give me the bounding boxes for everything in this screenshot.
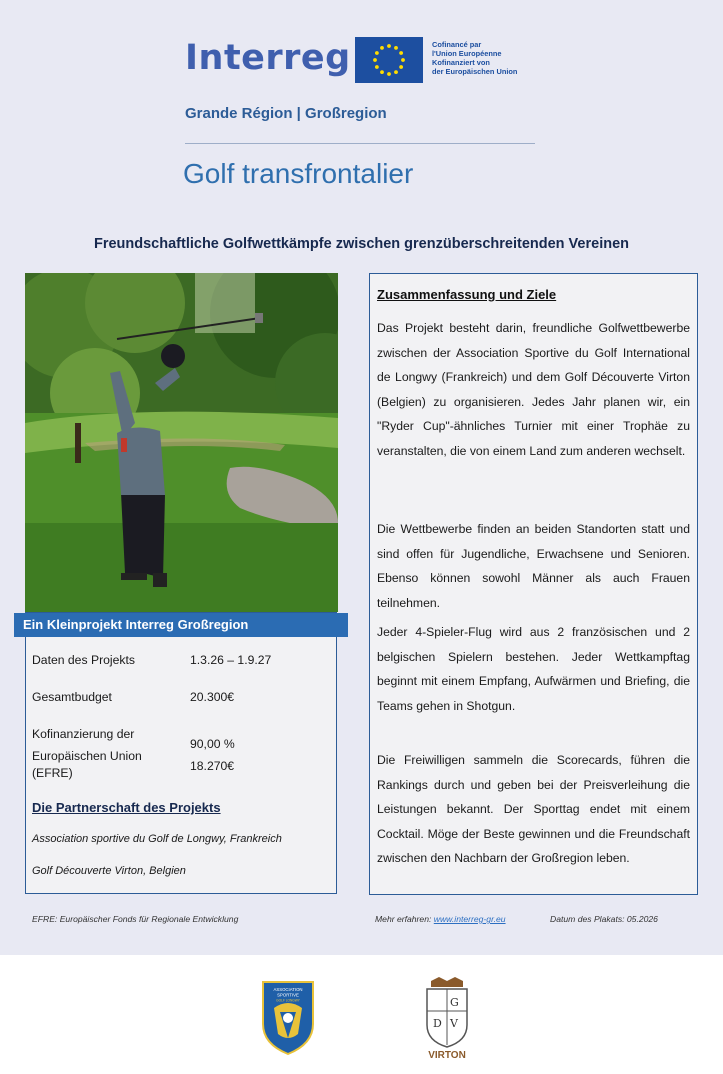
asgi-logo-line: ASSOCIATION <box>273 987 303 992</box>
summary-paragraph: Das Projekt besteht darin, freundliche Golfwettbewerbe zwischen der Association Sportive du Golf International de Longwy (Frankreich) und dem Golf Découverte Virton (Belgien) zu organisieren. Jedes Jahr planen wir, ein "Ryder Cup"-ähnliches Turnier mit einer Trophäe zu veranstalten, die von einem Land zum anderen wechselt. <box>377 321 690 458</box>
budget-label: Gesamtbudget <box>32 690 112 704</box>
logo-band <box>0 955 723 1074</box>
partner-item: Golf Découverte Virton, Belgien <box>32 865 186 877</box>
cofin-label-line: Kofinanzierung der <box>32 727 135 741</box>
more-info <box>375 914 506 924</box>
summary-heading: Zusammenfassung und Ziele <box>377 287 557 302</box>
page-title: Golf transfrontalier <box>183 158 414 189</box>
eu-line: l'Union Européenne <box>432 49 502 58</box>
eu-line: Kofinanziert von <box>432 58 490 67</box>
cofin-label-line: Europäischen Union <box>32 749 142 763</box>
eu-star-icon <box>387 72 391 76</box>
summary-paragraph: Die Freiwilligen sammeln die Scorecards, führen die Rankings durch und geben bei der Preisverleihung die Leistungen bekannt. Der Sporttag endet mit einem Cocktail. Möge der Beste gewinnen und die Freundschaft zwischen den Nachbarn der Großregion leben. <box>377 753 690 866</box>
golf-decouverte-virton-logo <box>419 975 475 1061</box>
region-name: Grande Région | Großregion <box>185 105 387 122</box>
small-project-banner: Ein Kleinprojekt Interreg Großregion <box>14 613 348 637</box>
asgi-logo-line: SPORTIVE <box>277 992 299 998</box>
website-link[interactable]: www.interreg-gr.eu <box>433 914 506 924</box>
eu-line: der Europäischen Union <box>432 67 518 76</box>
eu-star-icon <box>380 46 384 50</box>
poster-date: Datum des Plakats: 05.2026 <box>550 914 658 924</box>
gdv-letter: D <box>433 1017 442 1030</box>
more-info-label: Mehr erfahren: <box>375 914 432 924</box>
eu-star-icon <box>373 58 377 62</box>
dates-label: Daten des Projekts <box>32 653 135 667</box>
cofin-label-line: (EFRE) <box>32 766 73 780</box>
eu-star-icon <box>375 51 379 55</box>
interreg-logo-text: Interreg <box>185 38 351 78</box>
gdv-letter: V <box>450 1017 458 1030</box>
eu-star-icon <box>399 51 403 55</box>
eu-star-icon <box>394 46 398 50</box>
summary-paragraph: Die Wettbewerbe finden an beiden Standorten statt und sind offen für Jugendliche, Erwachsene und Senioren. Ebenso können sowohl Männer als auch Frauen teilnehmen. <box>377 522 690 610</box>
eu-line: Cofinancé par <box>432 40 482 49</box>
partner-item: Association sportive du Golf de Longwy, Frankreich <box>32 833 282 845</box>
cofin-amount-value: 18.270€ <box>190 759 235 773</box>
eu-flag-icon <box>355 37 423 83</box>
eu-star-icon <box>399 65 403 69</box>
association-sportive-logo <box>260 978 316 1056</box>
eu-cofinancing-note <box>432 40 542 76</box>
eu-star-icon <box>375 65 379 69</box>
cofin-rate-value: 90,00 % <box>190 737 235 751</box>
partnership-heading: Die Partnerschaft des Projekts <box>32 800 221 815</box>
asgi-logo-line: GOLF LONGWY <box>276 998 300 1003</box>
gdv-letter: G <box>450 996 459 1009</box>
eu-star-icon <box>387 44 391 48</box>
budget-value: 20.300€ <box>190 690 235 704</box>
eu-star-icon <box>394 70 398 74</box>
eu-star-icon <box>401 58 405 62</box>
project-subtitle: Freundschaftliche Golfwettkämpfe zwischen grenzüberschreitenden Vereinen <box>93 236 630 252</box>
golfer-photo <box>25 273 338 612</box>
summary-paragraph: Jeder 4-Spieler-Flug wird aus 2 französischen und 2 belgischen Spielern bestehen. Jeder Wettkampftag beginnt mit einem Empfang, Aufwärmen und Briefing, die Teams gehen in Shotgun. <box>377 625 690 713</box>
header-divider <box>185 143 535 144</box>
efre-footnote: EFRE: Europäischer Fonds für Regionale Entwicklung <box>32 914 239 924</box>
gdv-name: VIRTON <box>428 1050 466 1061</box>
eu-star-icon <box>380 70 384 74</box>
dates-value: 1.3.26 – 1.9.27 <box>190 653 272 667</box>
